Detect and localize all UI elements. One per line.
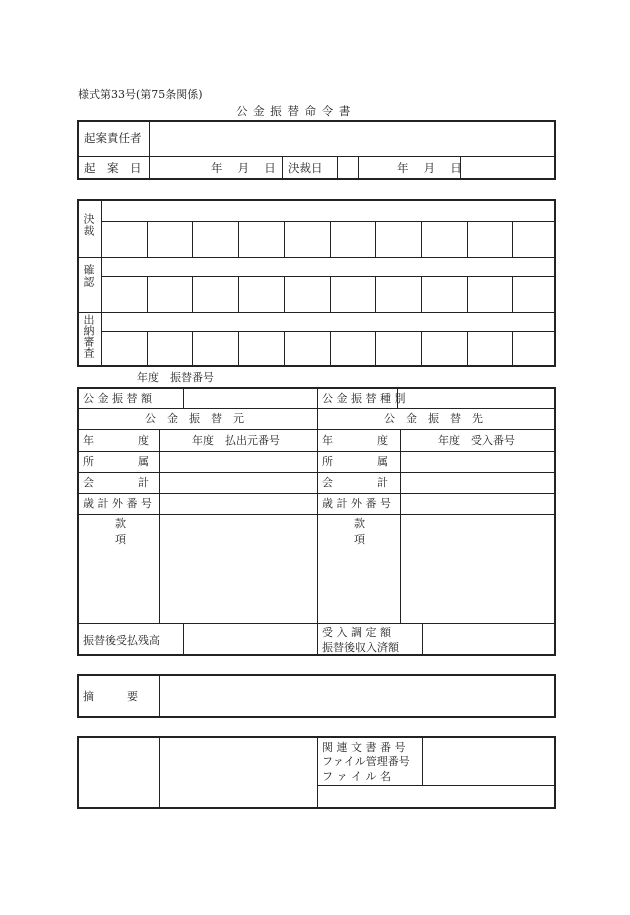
dest-number-label: 年度 受入番号 — [438, 434, 515, 447]
approval-grid — [77, 199, 556, 367]
transfer-details-box — [77, 387, 556, 656]
file-mgmt-label: ファイル管理番号 — [322, 755, 410, 768]
received-label: 振替後収入済額 — [322, 641, 399, 654]
source-year-label: 年 度 — [83, 434, 149, 447]
decision-date-label: 決裁日 — [288, 161, 323, 175]
file-name-label: フ ァ イ ル 名 — [322, 770, 391, 783]
source-number-label: 年度 払出元番号 — [192, 434, 280, 447]
source-header: 公 金 振 替 元 — [145, 412, 244, 425]
source-item-label: 項 — [115, 533, 126, 546]
summary-label: 摘 要 — [83, 690, 138, 703]
confirm-label: 確認 — [82, 264, 95, 288]
form-label: 様式第33号(第75条関係) — [78, 88, 203, 101]
dest-dept-label: 所 属 — [322, 455, 388, 468]
adjust-label: 受 入 調 定 額 — [322, 626, 391, 639]
transfer-number-label: 年度 振替番号 — [137, 371, 214, 384]
summary-box — [77, 674, 556, 718]
dest-offbudget-label: 歳 計 外 番 号 — [322, 497, 391, 510]
drafter-label: 起案責任者 — [84, 131, 142, 145]
source-offbudget-label: 歳 計 外 番 号 — [83, 497, 152, 510]
page-title: 公 金 振 替 命 令 書 — [236, 104, 352, 118]
decision-label: 決裁 — [82, 213, 95, 237]
summary-field[interactable] — [161, 678, 551, 716]
audit-label: 出納審査 — [82, 314, 95, 358]
dest-header: 公 金 振 替 先 — [384, 412, 483, 425]
draft-info-box — [77, 120, 556, 180]
dest-item-label: 項 — [354, 533, 365, 546]
dest-account-label: 会 計 — [322, 476, 388, 489]
draft-date-label: 起 案 日 — [84, 161, 142, 175]
decision-date-units: 年 月 日 — [397, 161, 462, 175]
dest-section-label: 款 — [354, 517, 365, 530]
dest-year-label: 年 度 — [322, 434, 388, 447]
file-info-box — [77, 736, 556, 809]
doc-number-label: 関 連 文 書 番 号 — [322, 741, 406, 754]
type-label: 公 金 振 替 種 別 — [322, 392, 406, 405]
draft-date-units: 年 月 日 — [211, 161, 276, 175]
drafter-field[interactable] — [151, 124, 551, 154]
source-dept-label: 所 属 — [83, 455, 149, 468]
balance-label: 振替後受払残高 — [83, 634, 160, 647]
source-account-label: 会 計 — [83, 476, 149, 489]
source-section-label: 款 — [115, 517, 126, 530]
amount-label: 公 金 振 替 額 — [83, 392, 152, 405]
